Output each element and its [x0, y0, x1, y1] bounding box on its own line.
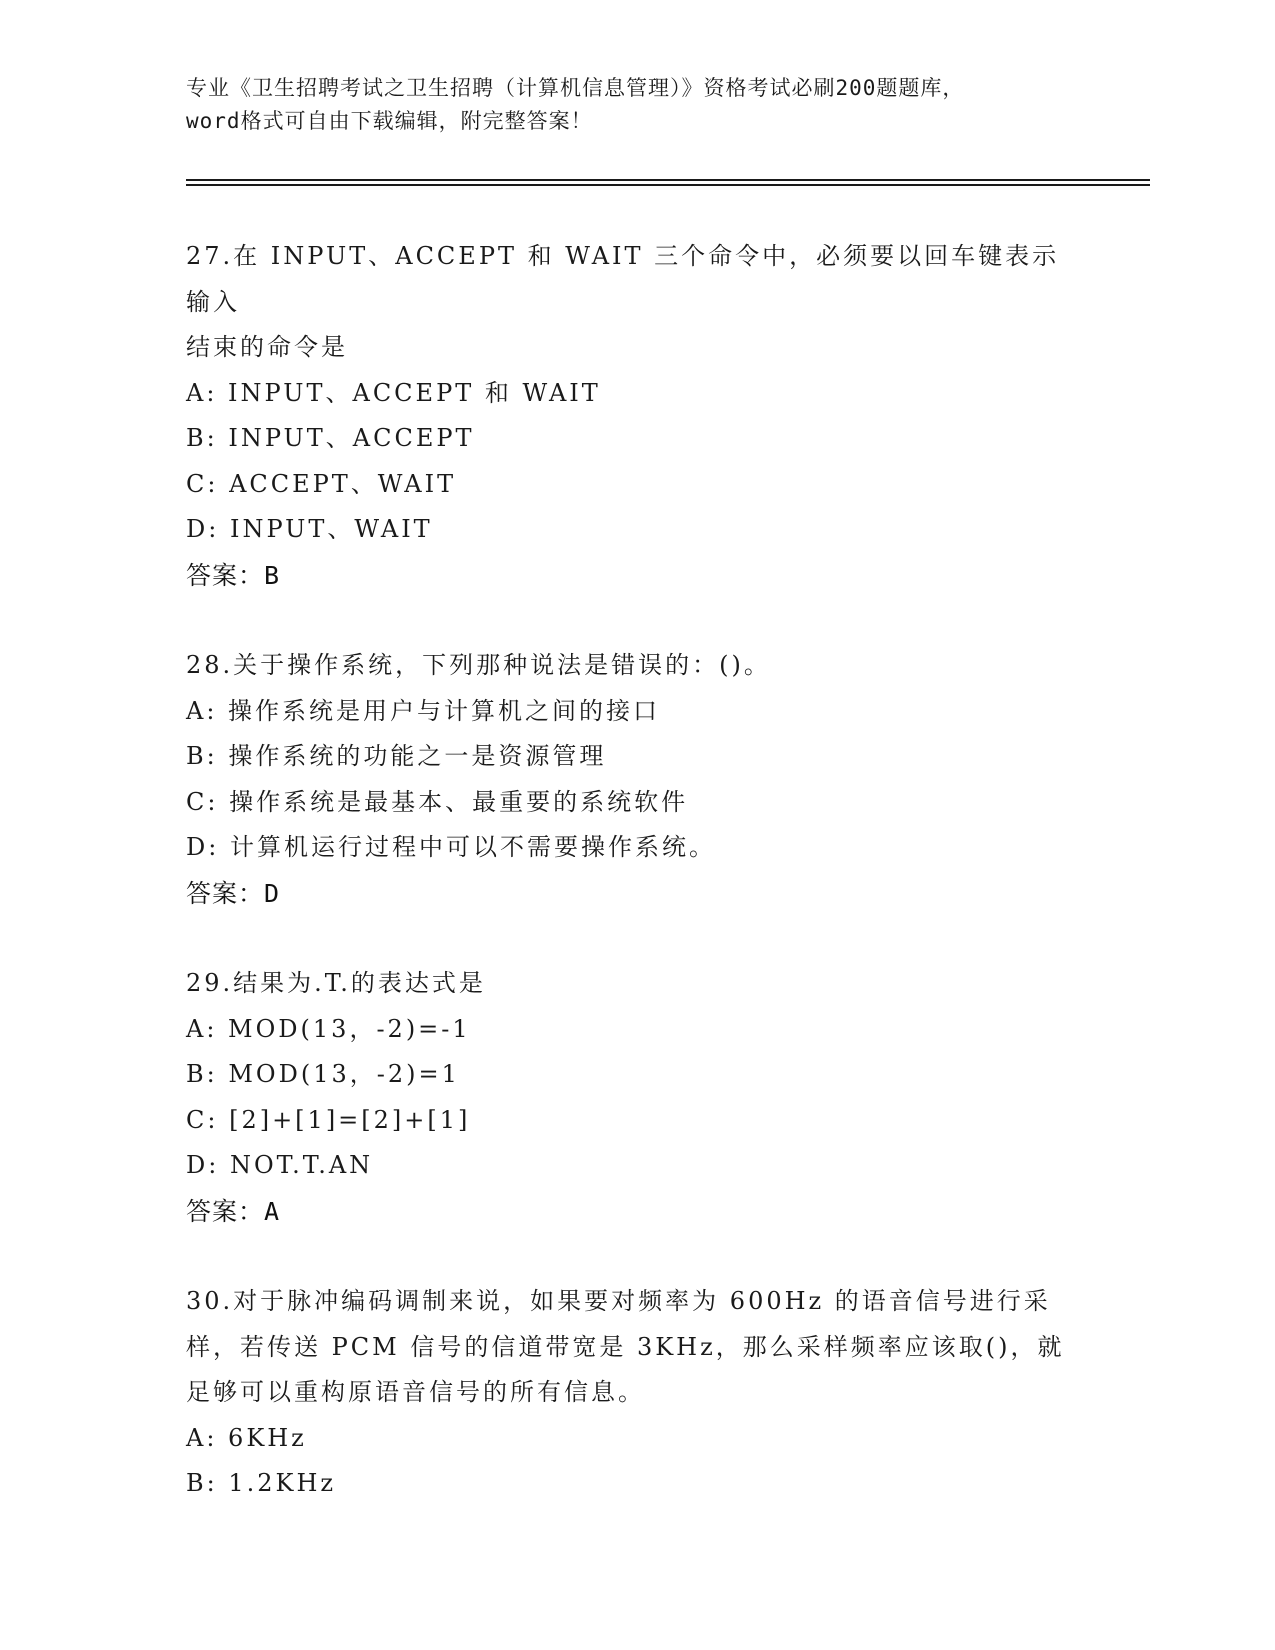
document-header — [186, 72, 1086, 138]
answer-option: D: 计算机运行过程中可以不需要操作系统。 — [186, 833, 716, 861]
question-text: 27.在 INPUT、ACCEPT 和 WAIT 三个命令中，必须要以回车键表示输入 — [186, 242, 1060, 316]
header-divider-top — [186, 179, 1150, 181]
header-title-line-2: word格式可自由下载编辑，附完整答案！ — [186, 109, 593, 133]
question-block — [186, 961, 1086, 1234]
answer-option: A: MOD(13，-2)=-1 — [186, 1014, 471, 1043]
answer-option: D: NOT.T.AN — [186, 1151, 374, 1179]
answer-option: A: INPUT、ACCEPT 和 WAIT — [186, 378, 601, 407]
answer-option: B: MOD(13，-2)=1 — [186, 1060, 460, 1088]
answer-option: A: 操作系统是用户与计算机之间的接口 — [186, 696, 661, 725]
answer-key: 答案：D — [186, 878, 281, 908]
answer-option: B: 操作系统的功能之一是资源管理 — [186, 742, 607, 770]
header-divider-bottom — [186, 184, 1150, 186]
answer-option: B: 1.2KHz — [186, 1469, 337, 1497]
answer-key: 答案：A — [186, 1196, 281, 1226]
header-title-line-1: 专业《卫生招聘考试之卫生招聘（计算机信息管理）》资格考试必刷200题题库， — [186, 76, 965, 100]
answer-option: C: ACCEPT、WAIT — [186, 469, 457, 498]
answer-option: B: INPUT、ACCEPT — [186, 424, 475, 452]
answer-key: 答案：B — [186, 560, 281, 590]
question-block — [186, 643, 1086, 916]
question-block — [186, 234, 1086, 598]
answer-option: D: INPUT、WAIT — [186, 515, 433, 543]
answer-option: C: [2]+[1]=[2]+[1] — [186, 1105, 471, 1134]
question-text: 样，若传送 PCM 信号的信道带宽是 3KHz，那么采样频率应该取()，就 — [186, 1332, 1065, 1361]
question-text: 结束的命令是 — [186, 333, 348, 361]
answer-option: C: 操作系统是最基本、最重要的系统软件 — [186, 787, 689, 816]
question-text: 28.关于操作系统，下列那种说法是错误的：()。 — [186, 651, 771, 679]
question-text: 30.对于脉冲编码调制来说，如果要对频率为 600Hz 的语音信号进行采 — [186, 1287, 1051, 1315]
question-block — [186, 1279, 1086, 1507]
question-text: 29.结果为.T.的表达式是 — [186, 969, 486, 997]
answer-option: A: 6KHz — [186, 1423, 307, 1452]
question-text: 足够可以重构原语音信号的所有信息。 — [186, 1378, 645, 1406]
question-list — [186, 234, 1086, 1552]
